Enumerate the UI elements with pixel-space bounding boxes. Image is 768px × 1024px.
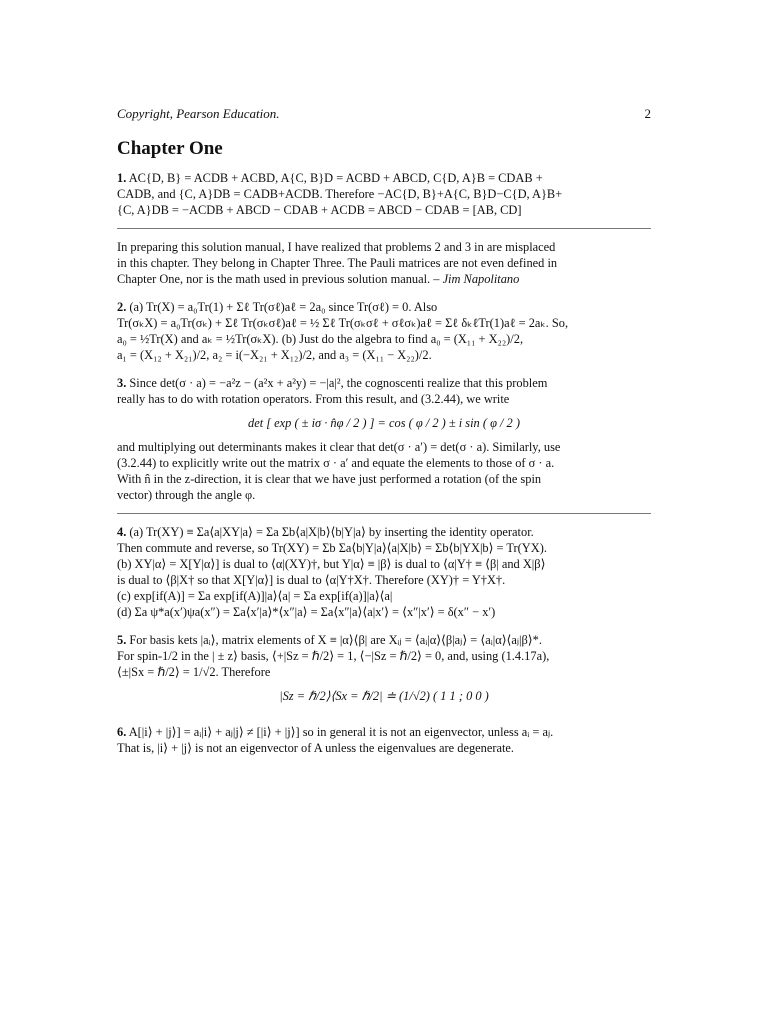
problem-5-line-3: ⟨±|Sx = ℏ/2⟩ = 1/√2. Therefore: [117, 665, 271, 679]
problem-6: [117, 724, 651, 756]
copyright-notice: Copyright, Pearson Education.: [117, 106, 280, 121]
note-line-1: In preparing this solution manual, I have realized that problems 2 and 3 in are misplaced: [117, 240, 556, 254]
problem-number: 2.: [117, 300, 127, 314]
note-author: Jim Napolitano: [442, 272, 520, 286]
problem-5: [117, 632, 651, 704]
section-divider: [117, 228, 651, 229]
problem-3-after-4: vector) through the angle φ.: [117, 488, 256, 502]
problem-3-after-2: (3.2.44) to explicitly write out the matrix σ · a′ and equate the elements to those of σ · a.: [117, 456, 555, 470]
problem-4-line-2: Then commute and reverse, so Tr(XY) = Σb Σa⟨b|Y|a⟩⟨a|X|b⟩ = Σb⟨b|YX|b⟩ = Tr(YX).: [117, 541, 547, 555]
chapter-title: Chapter One: [117, 138, 223, 159]
problem-3-after-1: and multiplying out determinants makes it clear that det(σ · a′) = det(σ · a). Similarly, use: [117, 440, 561, 454]
note-line-2: in this chapter. They belong in Chapter Three. The Pauli matrices are not even defined in: [117, 256, 558, 270]
problem-number: 3.: [117, 376, 127, 390]
problem-1: [117, 170, 651, 218]
problem-3-line-1: Since det(σ · a) = −a²z − (a²x + a²y) = −|a|², the cognoscenti realize that this problem: [129, 376, 548, 390]
problem-3-after-3: With n̂ in the z-direction, it is clear that we have just performed a rotation (of the spin: [117, 472, 542, 486]
problem-number: 4.: [117, 525, 127, 539]
author-note: [117, 239, 651, 287]
problem-4-line-3: (b) XY|α⟩ = X[Y|α⟩] is dual to ⟨α|(XY)†, but Y|α⟩ ≡ |β⟩ is dual to ⟨α|Y† ≡ ⟨β| and X|β⟩: [117, 557, 546, 571]
problem-2-line-1: (a) Tr(X) = a₀Tr(1) + Σℓ Tr(σℓ)aℓ = 2a₀ since Tr(σℓ) = 0. Also: [129, 300, 438, 314]
problem-5-line-2: For spin-1/2 in the | ± z⟩ basis, ⟨+|Sz = ℏ/2⟩ = 1, ⟨−|Sz = ℏ/2⟩ = 0, and, using (1.4.17a),: [117, 649, 550, 663]
problem-2-line-3: a₀ = ½Tr(X) and aₖ = ½Tr(σₖX). (b) Just do the algebra to find a₀ = (X₁₁ + X₂₂)/2,: [117, 332, 524, 346]
problem-5-equation: |Sz = ℏ/2⟩⟨Sx = ℏ/2| ≐ (1/√2) ( 1 1 ; 0 0 ): [279, 689, 489, 703]
problem-4-line-5: (c) exp[if(A)] = Σa exp[if(A)]|a⟩⟨a| = Σa exp[if(a)]|a⟩⟨a|: [117, 589, 393, 603]
problem-5-line-1: For basis kets |aᵢ⟩, matrix elements of X ≡ |α⟩⟨β| are Xᵢⱼ = ⟨aᵢ|α⟩⟨β|aⱼ⟩ = ⟨aᵢ|α⟩⟨aⱼ|β⟩*.: [129, 633, 542, 647]
problem-2-line-4: a₁ = (X₁₂ + X₂₁)/2, a₂ = i(−X₂₁ + X₁₂)/2, and a₃ = (X₁₁ − X₂₂)/2.: [117, 348, 432, 362]
page-number: 2: [644, 106, 651, 121]
problem-1-line-1: AC{D, B} = ACDB + ACBD, A{C, B}D = ACBD + ABCD, C{D, A}B = CDAB +: [128, 171, 543, 185]
problem-2-line-2: Tr(σₖX) = a₀Tr(σₖ) + Σℓ Tr(σₖσℓ)aℓ = ½ Σℓ Tr(σₖσℓ + σℓσₖ)aℓ = Σℓ δₖℓTr(1)aℓ = 2aₖ. So,: [117, 316, 569, 330]
problem-3-equation: det [ exp ( ± iσ · n̂φ / 2 ) ] = cos ( φ / 2 ) ± i sin ( φ / 2 ): [248, 416, 520, 430]
problem-4-line-6: (d) Σa ψ*a(x′)ψa(x″) = Σa⟨x′|a⟩*⟨x″|a⟩ = Σa⟨x″|a⟩⟨a|x′⟩ = ⟨x″|x′⟩ = δ(x″ − x′): [117, 605, 496, 619]
problem-4-line-1: (a) Tr(XY) ≡ Σa⟨a|XY|a⟩ = Σa Σb⟨a|X|b⟩⟨b|Y|a⟩ by inserting the identity operator.: [129, 525, 534, 539]
problem-3: [117, 375, 651, 503]
problem-number: 5.: [117, 633, 127, 647]
problem-4-line-4: is dual to ⟨β|X† so that X[Y|α⟩] is dual to ⟨α|Y†X†. Therefore (XY)† = Y†X†.: [117, 573, 506, 587]
running-header: [117, 106, 651, 122]
problem-1-line-2: CADB, and {C, A}DB = CADB+ACDB. Therefore −AC{D, B}+A{C, B}D−C{D, A}B+: [117, 187, 563, 201]
problem-6-line-1: A[|i⟩ + |j⟩] = aᵢ|i⟩ + aⱼ|j⟩ ≠ [|i⟩ + |j⟩] so in general it is not an eigenvector, unless aᵢ = aⱼ.: [128, 725, 554, 739]
problem-2: [117, 299, 651, 363]
problem-4: [117, 524, 651, 620]
problem-number: 1.: [117, 171, 127, 185]
problem-number: 6.: [117, 725, 127, 739]
problem-1-line-3: {C, A}DB = −ACDB + ABCD − CDAB + ACDB = ABCD − CDAB = [AB, CD]: [117, 203, 522, 217]
problem-6-line-2: That is, |i⟩ + |j⟩ is not an eigenvector of A unless the eigenvalues are degenerate.: [117, 741, 514, 755]
note-line-3: Chapter One, nor is the math used in previous solution manual. –: [117, 272, 440, 286]
problem-3-line-2: really has to do with rotation operators. From this result, and (3.2.44), we write: [117, 392, 510, 406]
section-divider: [117, 513, 651, 514]
document-body: [117, 170, 651, 756]
